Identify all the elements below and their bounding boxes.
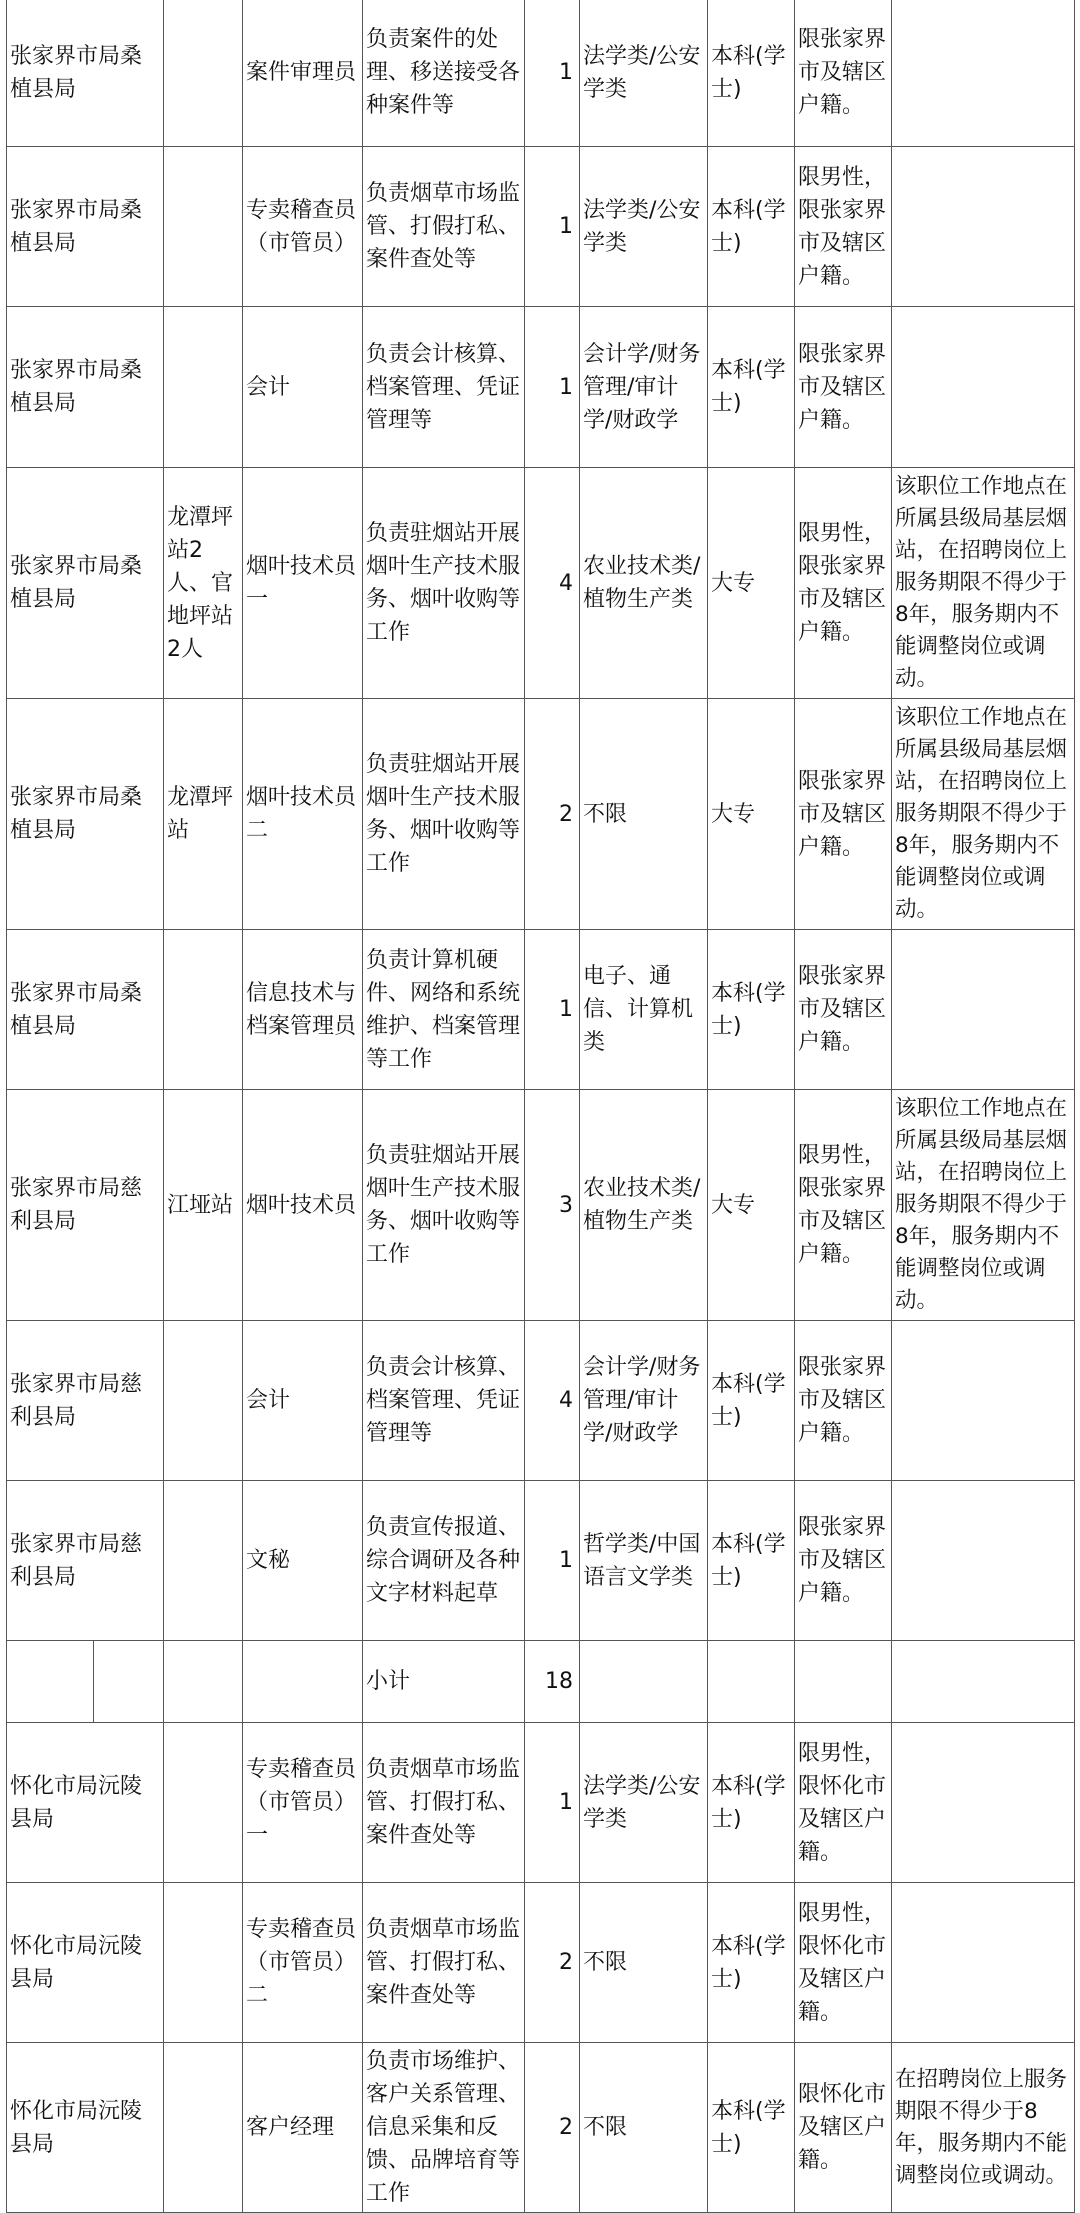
location-cell [164, 930, 243, 1090]
unit-cell: 张家界市局桑植县局 [7, 0, 164, 147]
table-row [7, 930, 1075, 1090]
count-cell: 4 [525, 468, 580, 699]
count-cell: 1 [525, 1481, 580, 1641]
education-cell: 本科(学士) [708, 2043, 795, 2213]
notes-cell [892, 1883, 1075, 2043]
requirement-cell: 限张家界市及辖区户籍。 [795, 1481, 892, 1641]
count-cell: 1 [525, 930, 580, 1090]
major-cell: 农业技术类/植物生产类 [580, 468, 708, 699]
notes-cell [892, 147, 1075, 307]
duty-cell: 负责驻烟站开展烟叶生产技术服务、烟叶收购等工作 [363, 468, 525, 699]
requirement-cell: 限男性，限张家界市及辖区户籍。 [795, 147, 892, 307]
duty-cell: 负责烟草市场监管、打假打私、案件查处等 [363, 1723, 525, 1883]
major-cell: 会计学/财务管理/审计学/财政学 [580, 1321, 708, 1481]
location-cell: 龙潭坪站 [164, 699, 243, 930]
subtotal-label: 小计 [363, 1641, 525, 1723]
count-cell: 1 [525, 307, 580, 468]
unit-cell: 张家界市局桑植县局 [7, 307, 164, 468]
unit-cell: 怀化市局沅陵县局 [7, 1883, 164, 2043]
education-cell: 本科(学士) [708, 1723, 795, 1883]
major-cell: 农业技术类/植物生产类 [580, 1090, 708, 1321]
notes-cell [892, 0, 1075, 147]
position-cell: 烟叶技术员二 [243, 699, 363, 930]
duty-cell: 负责案件的处理、移送接受各种案件等 [363, 0, 525, 147]
location-cell: 江垭站 [164, 1090, 243, 1321]
subtotal-count: 18 [525, 1641, 580, 1723]
major-cell: 法学类/公安学类 [580, 1723, 708, 1883]
table-row [7, 307, 1075, 468]
position-cell: 专卖稽查员（市管员）二 [243, 1883, 363, 2043]
unit-cell: 张家界市局桑植县局 [7, 699, 164, 930]
major-cell: 法学类/公安学类 [580, 0, 708, 147]
requirement-cell: 限男性，限怀化市及辖区户籍。 [795, 1723, 892, 1883]
education-cell: 大专 [708, 1090, 795, 1321]
table-row [7, 1090, 1075, 1321]
position-cell: 信息技术与档案管理员 [243, 930, 363, 1090]
position-cell: 文秘 [243, 1481, 363, 1641]
position-cell: 专卖稽查员（市管员） [243, 147, 363, 307]
notes-cell: 在招聘岗位上服务期限不得少于8年，服务期内不能调整岗位或调动。 [892, 2043, 1075, 2213]
unit-cell: 怀化市局沅陵县局 [7, 2043, 164, 2213]
location-cell [164, 1481, 243, 1641]
count-cell: 1 [525, 147, 580, 307]
table-row [7, 1723, 1075, 1883]
count-cell: 2 [525, 1883, 580, 2043]
duty-cell: 负责驻烟站开展烟叶生产技术服务、烟叶收购等工作 [363, 699, 525, 930]
education-cell: 本科(学士) [708, 1481, 795, 1641]
duty-cell: 负责宣传报道、综合调研及各种文字材料起草 [363, 1481, 525, 1641]
location-cell [164, 2043, 243, 2213]
table-row [7, 1481, 1075, 1641]
education-cell: 本科(学士) [708, 147, 795, 307]
unit-cell: 张家界市局桑植县局 [7, 930, 164, 1090]
notes-cell: 该职位工作地点在所属县级局基层烟站，在招聘岗位上服务期限不得少于8年，服务期内不能调整岗位或调动。 [892, 1090, 1075, 1321]
table-row [7, 1883, 1075, 2043]
duty-cell: 负责烟草市场监管、打假打私、案件查处等 [363, 147, 525, 307]
position-cell: 烟叶技术员一 [243, 468, 363, 699]
count-cell: 2 [525, 2043, 580, 2213]
table-row [7, 0, 1075, 147]
location-cell [164, 0, 243, 147]
major-cell: 哲学类/中国语言文学类 [580, 1481, 708, 1641]
count-cell: 1 [525, 0, 580, 147]
position-cell: 案件审理员 [243, 0, 363, 147]
location-cell [164, 1321, 243, 1481]
requirement-cell: 限男性，限张家界市及辖区户籍。 [795, 1090, 892, 1321]
education-cell: 本科(学士) [708, 1883, 795, 2043]
position-cell: 会计 [243, 307, 363, 468]
duty-cell: 负责驻烟站开展烟叶生产技术服务、烟叶收购等工作 [363, 1090, 525, 1321]
location-cell: 龙潭坪站2人、官地坪站2人 [164, 468, 243, 699]
education-cell: 大专 [708, 699, 795, 930]
education-cell: 本科(学士) [708, 930, 795, 1090]
education-cell: 本科(学士) [708, 1321, 795, 1481]
count-cell: 2 [525, 699, 580, 930]
position-cell: 客户经理 [243, 2043, 363, 2213]
notes-cell: 该职位工作地点在所属县级局基层烟站，在招聘岗位上服务期限不得少于8年，服务期内不能调整岗位或调动。 [892, 699, 1075, 930]
location-cell [164, 1723, 243, 1883]
location-cell [164, 147, 243, 307]
count-cell: 1 [525, 1723, 580, 1883]
position-cell: 专卖稽查员（市管员）一 [243, 1723, 363, 1883]
unit-cell: 张家界市局桑植县局 [7, 468, 164, 699]
unit-cell: 张家界市局桑植县局 [7, 147, 164, 307]
location-cell [164, 307, 243, 468]
major-cell: 不限 [580, 1883, 708, 2043]
major-cell: 法学类/公安学类 [580, 147, 708, 307]
requirement-cell: 限张家界市及辖区户籍。 [795, 307, 892, 468]
subtotal-row [7, 1641, 1075, 1723]
position-cell: 会计 [243, 1321, 363, 1481]
education-cell: 本科(学士) [708, 307, 795, 468]
unit-cell: 张家界市局慈利县局 [7, 1321, 164, 1481]
location-cell [164, 1883, 243, 2043]
count-cell: 4 [525, 1321, 580, 1481]
major-cell: 不限 [580, 699, 708, 930]
table-row [7, 468, 1075, 699]
notes-cell [892, 307, 1075, 468]
notes-cell [892, 1321, 1075, 1481]
requirement-cell: 限男性，限张家界市及辖区户籍。 [795, 468, 892, 699]
duty-cell: 负责市场维护、客户关系管理、信息采集和反馈、品牌培育等工作 [363, 2043, 525, 2213]
duty-cell: 负责烟草市场监管、打假打私、案件查处等 [363, 1883, 525, 2043]
duty-cell: 负责会计核算、档案管理、凭证管理等 [363, 307, 525, 468]
duty-cell: 负责计算机硬件、网络和系统维护、档案管理等工作 [363, 930, 525, 1090]
requirement-cell: 限张家界市及辖区户籍。 [795, 930, 892, 1090]
unit-cell: 怀化市局沅陵县局 [7, 1723, 164, 1883]
unit-cell: 张家界市局慈利县局 [7, 1481, 164, 1641]
notes-cell: 该职位工作地点在所属县级局基层烟站，在招聘岗位上服务期限不得少于8年，服务期内不能调整岗位或调动。 [892, 468, 1075, 699]
subtotal-unit-cell [7, 1641, 164, 1723]
major-cell: 会计学/财务管理/审计学/财政学 [580, 307, 708, 468]
major-cell: 不限 [580, 2043, 708, 2213]
position-cell: 烟叶技术员 [243, 1090, 363, 1321]
notes-cell [892, 930, 1075, 1090]
table-row [7, 147, 1075, 307]
notes-cell [892, 1723, 1075, 1883]
count-cell: 3 [525, 1090, 580, 1321]
education-cell: 大专 [708, 468, 795, 699]
unit-cell: 张家界市局慈利县局 [7, 1090, 164, 1321]
requirement-cell: 限张家界市及辖区户籍。 [795, 699, 892, 930]
duty-cell: 负责会计核算、档案管理、凭证管理等 [363, 1321, 525, 1481]
table-row [7, 699, 1075, 930]
requirement-cell: 限张家界市及辖区户籍。 [795, 0, 892, 147]
requirement-cell: 限张家界市及辖区户籍。 [795, 1321, 892, 1481]
recruitment-table [6, 0, 1075, 2213]
requirement-cell: 限男性，限怀化市及辖区户籍。 [795, 1883, 892, 2043]
requirement-cell: 限怀化市及辖区户籍。 [795, 2043, 892, 2213]
major-cell: 电子、通信、计算机类 [580, 930, 708, 1090]
education-cell: 本科(学士) [708, 0, 795, 147]
table-row [7, 1321, 1075, 1481]
table-row [7, 2043, 1075, 2213]
notes-cell [892, 1481, 1075, 1641]
